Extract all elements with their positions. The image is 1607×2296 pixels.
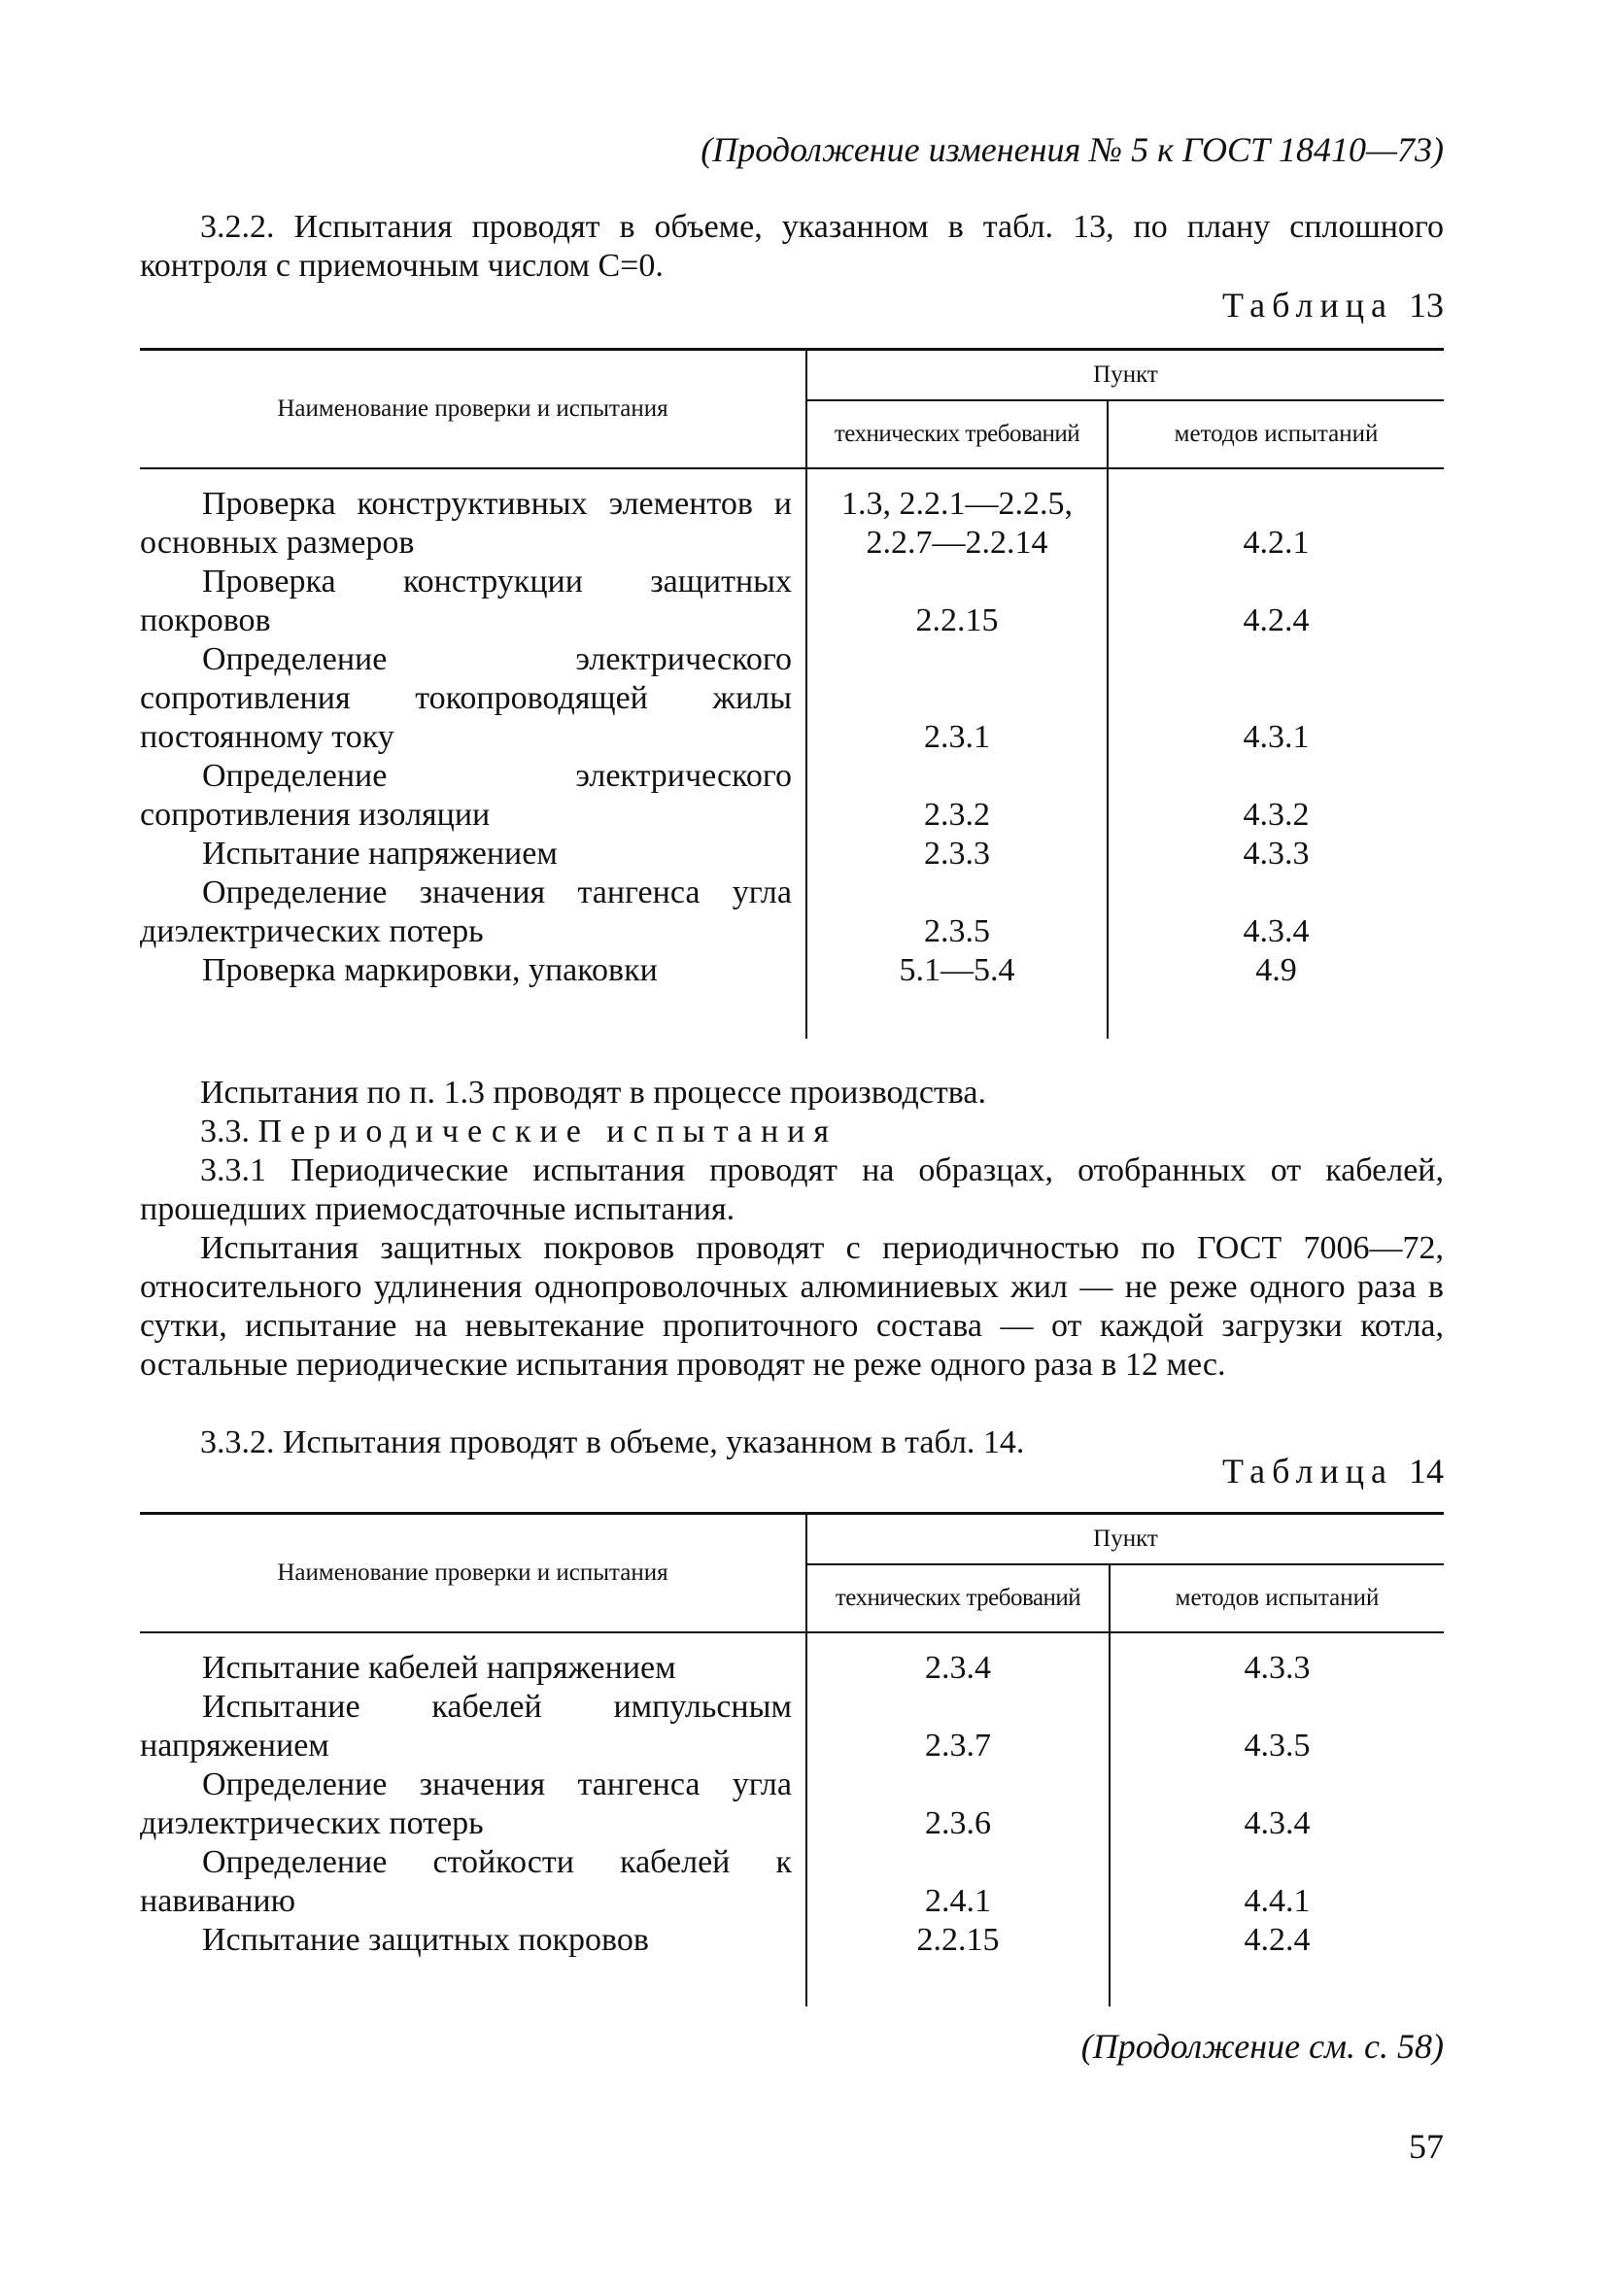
table-row: [140, 468, 1444, 563]
table-13-header-method: методов испытаний: [1108, 400, 1444, 468]
paragraph-note: Испытания по п. 1.3 проводят в процессе производства.: [200, 1075, 986, 1111]
table-13-caption: [1222, 285, 1444, 326]
row-method: 4.2.1: [1243, 525, 1310, 561]
paragraph-3-3-2: 3.3.2. Испытания проводят в объеме, указанном в табл. 14.: [200, 1424, 1025, 1460]
table-14-caption-number: 14: [1409, 1452, 1444, 1491]
row-method: 4.3.4: [1244, 1805, 1311, 1841]
table-row: [140, 1921, 1444, 1960]
page-number: 57: [1409, 2127, 1444, 2166]
row-name: Испытание кабелей импульсным напряжением: [140, 1689, 792, 1764]
row-method: 4.2.4: [1244, 1922, 1311, 1958]
row-name: Определение электрического сопротивления изоляции: [140, 758, 792, 833]
table-14-header-name: Наименование проверки и испытания: [140, 1514, 806, 1633]
row-tech: 2.3.3: [806, 835, 1108, 874]
row-method: 4.9: [1255, 952, 1297, 988]
row-name: Проверка конструкции защитных покровов: [140, 564, 792, 638]
table-13-caption-word: Таблица: [1222, 286, 1393, 325]
table-row: [140, 757, 1444, 835]
row-tech: 2.4.1: [806, 1843, 1110, 1921]
table-row: [140, 1632, 1444, 1688]
row-tech: 2.3.6: [806, 1765, 1110, 1843]
row-name: Испытание защитных покровов: [202, 1922, 649, 1958]
table-14-caption: [1222, 1451, 1444, 1491]
row-tech: 1.3, 2.2.1—2.2.5, 2.2.7—2.2.14: [806, 468, 1108, 563]
row-method: 4.3.3: [1244, 1650, 1311, 1686]
table-row: [140, 1765, 1444, 1843]
section-3-3-heading: [200, 1113, 1444, 1151]
table-row: [140, 563, 1444, 640]
section-3-3-number: 3.3.: [200, 1114, 250, 1149]
row-method: 4.3.3: [1243, 836, 1310, 872]
row-method: 4.2.4: [1243, 602, 1310, 638]
row-method: 4.3.1: [1243, 719, 1310, 755]
table-row: [140, 1843, 1444, 1921]
table-row: [140, 1688, 1444, 1765]
row-name: Проверка маркировки, упаковки: [202, 952, 658, 988]
row-tech: 2.3.7: [806, 1688, 1110, 1765]
table-row: [140, 835, 1444, 874]
table-14-caption-word: Таблица: [1222, 1452, 1393, 1491]
table-13-caption-number: 13: [1409, 286, 1444, 325]
row-tech: 2.3.5: [806, 874, 1108, 951]
table-row: [140, 951, 1444, 990]
row-tech: 2.3.2: [806, 757, 1108, 835]
continuation-header: (Продолжение изменения № 5 к ГОСТ 18410—73): [701, 130, 1444, 169]
row-name: Определение значения тангенса угла диэлектрических потерь: [140, 874, 792, 949]
paragraph-3-3-1-b: Испытания защитных покровов проводят с периодичностью по ГОСТ 7006—72, относительного удлинения однопроволочных алюминиевых жил — не реже одного раза в сутки, испытание на невытекание пропиточного состава — от каждой загрузки котла, остальные периодические испытания проводят не реже одного раза в 12 мес.: [140, 1230, 1444, 1383]
section-3-3-title: Периодические испытания: [257, 1114, 838, 1149]
paragraph-3-2-2: 3.2.2. Испытания проводят в объеме, указанном в табл. 13, по плану сплошного контроля с приемочным числом С=0.: [140, 209, 1444, 284]
row-method: 4.3.4: [1243, 913, 1310, 949]
row-name: Испытание напряжением: [202, 836, 558, 872]
row-name: Определение стойкости кабелей к навиванию: [140, 1844, 792, 1919]
row-method: 4.3.2: [1243, 797, 1310, 833]
row-method: 4.3.5: [1244, 1728, 1311, 1764]
row-name: Проверка конструктивных элементов и основных размеров: [140, 486, 792, 561]
row-method: 4.4.1: [1244, 1883, 1311, 1919]
row-tech: 2.2.15: [806, 563, 1108, 640]
row-name: Определение значения тангенса угла диэлектрических потерь: [140, 1766, 792, 1841]
row-name: Определение электрического сопротивления токопроводящей жилы постоянному току: [140, 641, 792, 755]
row-tech: 2.3.4: [806, 1632, 1110, 1688]
table-14-header-tech: технических требований: [806, 1564, 1110, 1632]
table-14-header-method: методов испытаний: [1110, 1564, 1444, 1632]
table-13-header-group: Пункт: [1093, 361, 1158, 388]
row-tech: 5.1—5.4: [806, 951, 1108, 990]
row-tech: 2.3.1: [806, 640, 1108, 757]
table-14-header-group: Пункт: [1093, 1525, 1158, 1552]
continuation-footer: (Продолжение см. с. 58): [1080, 2027, 1444, 2066]
table-14: [140, 1512, 1444, 2006]
paragraph-3-3-1: 3.3.1 Периодические испытания проводят на образцах, отобранных от кабелей, прошедших приемосдаточные испытания.: [140, 1152, 1444, 1227]
table-row: [140, 874, 1444, 951]
table-13: [140, 348, 1444, 1039]
row-name: Испытание кабелей напряжением: [202, 1650, 676, 1686]
table-13-header-tech: технических требований: [806, 400, 1108, 468]
table-13-header-name: Наименование проверки и испытания: [140, 350, 806, 469]
table-row: [140, 640, 1444, 757]
row-tech: 2.2.15: [806, 1921, 1110, 1960]
